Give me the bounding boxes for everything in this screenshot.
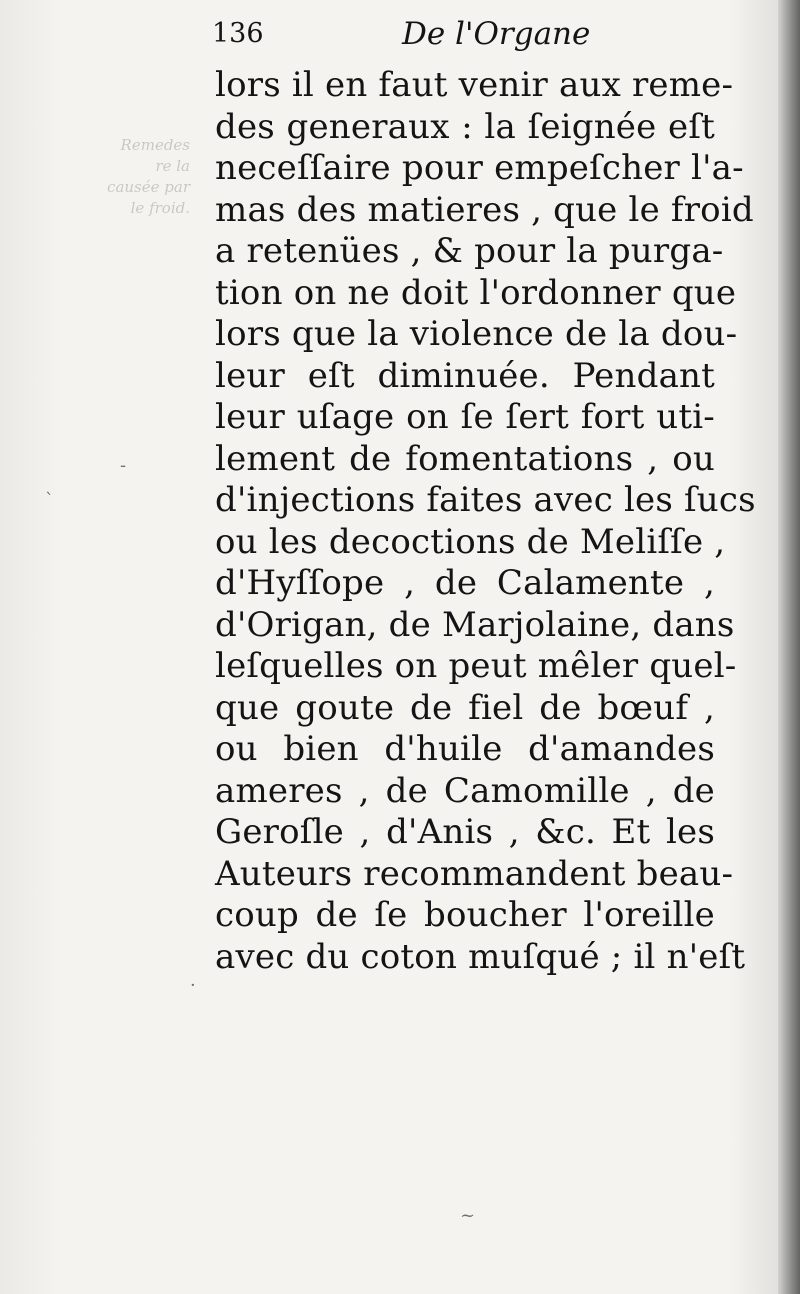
text-line: mas des matieres , que le froid: [215, 189, 754, 230]
page-header: [212, 12, 722, 62]
bleed-line: causée par: [107, 178, 190, 196]
text-line: coup de ſe boucher l'oreille: [215, 895, 715, 935]
text-line: lement de fomentations , ou: [215, 438, 715, 479]
text-line: leſquelles on peut mêler quel-: [215, 646, 737, 686]
text-line: que goute de fiel de bœuf ,: [215, 687, 715, 728]
ink-speck: -: [120, 455, 127, 476]
text-line: d'Hyſſope , de Calamente ,: [215, 563, 715, 603]
text-line: Auteurs recommandent beau-: [215, 853, 734, 894]
text-line: neceſſaire pour empeſcher l'a-: [215, 148, 744, 188]
body-text: [215, 65, 756, 978]
ink-speck: `: [45, 490, 54, 511]
text-line: a retenües , & pour la purga-: [215, 231, 724, 271]
ink-speck: ·: [190, 975, 196, 996]
text-line: d'Origan, de Marjolaine, dans: [215, 604, 735, 645]
bleed-through-margin-note: [50, 135, 190, 219]
bleed-line: Remedes: [120, 136, 190, 154]
bleed-line: re la: [155, 157, 190, 175]
text-line: ou les decoctions de Meliſſe ,: [215, 521, 726, 562]
text-line: des generaux : la ſeignée eſt: [215, 106, 715, 147]
page-gutter-shadow: [778, 0, 800, 1294]
ink-speck: ~: [460, 1205, 476, 1226]
page-number: 136: [212, 18, 264, 49]
text-line: leur uſage on ſe ſert fort uti-: [215, 397, 715, 437]
text-line: leur eſt diminuée. Pendant: [215, 355, 715, 396]
text-line: ou bien d'huile d'amandes: [215, 729, 715, 769]
text-line: ameres , de Camomille , de: [215, 770, 715, 811]
text-line: Geroſle , d'Anis , &c. Et les: [215, 812, 715, 852]
text-line: d'injections faites avec les ſucs: [215, 480, 756, 520]
text-line: lors que la violence de la dou-: [215, 314, 738, 354]
text-line: tion on ne doit l'ordonner que: [215, 272, 737, 313]
text-line: avec du coton muſqué ; il n'eſt: [215, 936, 746, 977]
bleed-line: le froid.: [130, 199, 190, 217]
text-line: lors il en faut venir aux reme-: [215, 65, 734, 105]
running-title: De l'Organe: [402, 16, 591, 52]
